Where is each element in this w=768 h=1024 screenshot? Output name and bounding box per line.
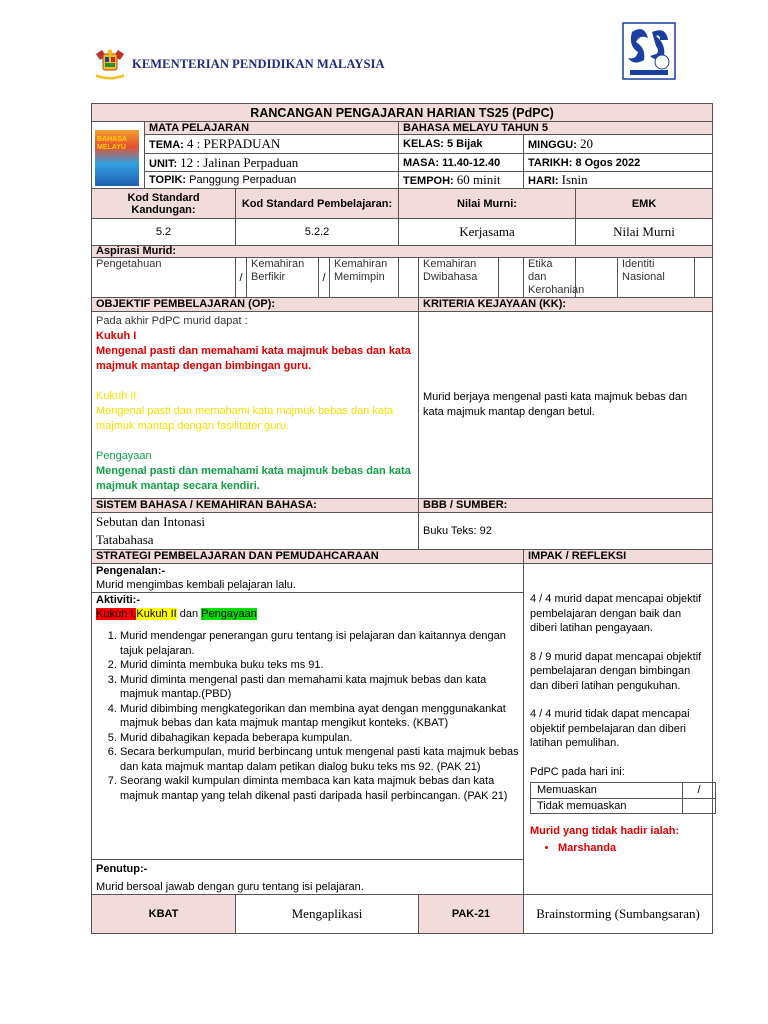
nilai-murni-value: Kerjasama [399, 219, 576, 246]
kod-pembelajaran-value: 5.2.2 [236, 219, 399, 246]
malaysia-crest-icon [92, 48, 128, 80]
reflection-2: 8 / 9 murid dapat mencapai objektif pembelajaran dengan bimbingan dan diberi latihan pengukuhan. [530, 650, 702, 692]
impak-content [524, 564, 713, 895]
tag-kukuh1: Kukuh I, [96, 608, 137, 620]
reflection-1: 4 / 4 murid dapat mencapai objektif pembelajaran dengan baik dan diberi latihan pengayaan. [530, 593, 702, 634]
activity-list [96, 629, 519, 803]
objektif-intro: Pada akhir PdPC murid dapat : [96, 315, 248, 327]
tempoh-value: 60 minit [456, 171, 501, 187]
pdpc-label: PdPC pada hari ini: [530, 765, 625, 778]
emk-label: EMK [576, 189, 713, 219]
topik-cell [145, 171, 399, 188]
tag-pengayaan: Pengayaan [201, 608, 257, 620]
objektif-label: OBJEKTIF PEMBELAJARAN (OP): [92, 298, 419, 312]
objektif-content [92, 312, 419, 499]
aktiviti-tags [96, 607, 519, 621]
kod-pembelajaran-label: Kod Standard Pembelajaran: [236, 189, 399, 219]
kelas: KELAS: 5 Bijak [399, 135, 524, 154]
unit-value: 12 : Jalinan Perpaduan [180, 154, 299, 170]
aspirasi-mark: / [319, 258, 330, 298]
unit-cell [145, 154, 399, 171]
list-item: • Marshanda [558, 841, 706, 856]
ministry-name: KEMENTERIAN PENDIDIKAN MALAYSIA [132, 57, 385, 71]
aspirasi-label: Aspirasi Murid: [92, 246, 713, 258]
absent-label: Murid yang tidak hadir ialah: [530, 825, 680, 837]
aspirasi-item: Kemahiran Memimpin [330, 258, 399, 298]
absent-list [530, 841, 706, 856]
kriteria-text: Murid berjaya mengenal pasti kata majmuk bebas dan kata majmuk mantap dengan betul. [419, 312, 713, 499]
pak-label: PAK-21 [419, 895, 524, 934]
aktiviti-label: Aktiviti:- [96, 594, 140, 606]
reflection-3: 4 / 4 murid tidak dapat mencapai objektif pembelajaran dan diberi latihan pemulihan. [530, 708, 690, 749]
aspirasi-item: Etika dan Kerohanian [524, 258, 576, 298]
tema-value: 4 : PERPADUAN [186, 136, 281, 152]
penutup-label: Penutup:- [96, 863, 148, 875]
unit-label: UNIT: [149, 157, 178, 170]
list-item: 5. Murid dibahagikan kepada beberapa kumpulan. [120, 731, 519, 746]
topik-label: TOPIK: [149, 173, 187, 186]
kod-kandungan-value: 5.2 [92, 219, 236, 246]
pengenalan-label: Pengenalan:- [96, 565, 166, 577]
tidak-memuaskan-label: Tidak memuaskan [531, 798, 683, 814]
minggu-value: 20 [579, 136, 593, 152]
list-item: 3. Murid diminta mengenal pasti dan memahami kata majmuk bebas dan kata majmuk mantap.(PBD) [120, 673, 519, 702]
aspirasi-item: Kemahiran Berfikir [247, 258, 319, 298]
strategi-content [92, 564, 524, 895]
list-item: 1. Murid mendengar penerangan guru tentang isi pelajaran dan kaitannya dengan tajuk pelajaran. [120, 629, 519, 658]
penutup-section [92, 860, 523, 894]
masa: MASA: 11.40-12.40 [399, 154, 524, 171]
sistem-bahasa-label: SISTEM BAHASA / KEMAHIRAN BAHASA: [92, 499, 419, 513]
tema-cell [145, 135, 399, 154]
memuaskan-label: Memuaskan [531, 783, 683, 799]
kod-kandungan-label: Kod Standard Kandungan: [92, 189, 236, 219]
aspirasi-item: Identiti Nasional [618, 258, 695, 298]
aspirasi-item: Kemahiran Dwibahasa [419, 258, 499, 298]
tag-kukuh2: Kukuh II [136, 608, 177, 620]
tempoh-label: TEMPOH: [403, 174, 454, 187]
aspirasi-mark [399, 258, 419, 298]
pak-value: Brainstorming (Sumbangsaran) [524, 895, 713, 934]
tag-dan: dan [176, 608, 202, 620]
textbook-cover-icon: BAHASA MELAYU [95, 130, 139, 186]
minggu-label: MINGGU: [528, 139, 577, 152]
nilai-murni-label: Nilai Murni: [399, 189, 576, 219]
kbat-value: Mengaplikasi [236, 895, 419, 934]
memuaskan-mark: / [683, 783, 716, 799]
pengenalan-section [92, 564, 523, 593]
kukuh2-title: Kukuh II [96, 390, 137, 402]
bbb-label: BBB / SUMBER: [419, 499, 713, 513]
tempoh-cell [399, 171, 524, 188]
sistem-line-2: Tatabahasa [96, 532, 154, 547]
kukuh1-title: Kukuh I [96, 330, 137, 342]
sistem-line-1: Sebutan dan Intonasi [96, 514, 206, 529]
kukuh2-text: Mengenal pasti dan memahami kata majmuk bebas dan kata majmuk mantap dengan fasilitater guru. [96, 405, 394, 432]
hari-label: HARI: [528, 174, 559, 187]
strategi-label: STRATEGI PEMBELAJARAN DAN PEMUDAHCARAAN [92, 550, 524, 564]
hari-cell [524, 171, 713, 188]
emk-value: Nilai Murni [576, 219, 713, 246]
pengayaan-text: Mengenal pasti dan memahami kata majmuk bebas dan kata majmuk mantap secara kendiri. [96, 465, 411, 492]
pdpc-table [530, 782, 716, 814]
list-item: 4. Murid dibimbing mengkategorikan dan membina ayat dengan menggunakankat majmuk bebas dan kata majmuk mantap mengikut konteks. (KBAT) [120, 702, 519, 731]
mata-pelajaran-value: BAHASA MELAYU TAHUN 5 [399, 122, 713, 135]
ts25-logo-icon [622, 22, 676, 80]
kbat-label: KBAT [92, 895, 236, 934]
tarikh: TARIKH: 8 Ogos 2022 [524, 154, 713, 171]
book-cover-cell [92, 122, 145, 189]
impak-label: IMPAK / REFLEKSI [524, 550, 713, 564]
pengenalan-text: Murid mengimbas kembali pelajaran lalu. [96, 579, 296, 591]
minggu-cell [524, 135, 713, 154]
tidak-memuaskan-mark [683, 798, 716, 814]
topik-value: Panggung Perpaduan [189, 173, 297, 186]
bbb-value: Buku Teks: 92 [419, 513, 713, 550]
penutup-text: Murid bersoal jawab dengan guru tentang isi pelajaran. [96, 881, 364, 893]
aspirasi-mark [695, 258, 713, 298]
pengayaan-title: Pengayaan [96, 450, 152, 462]
tema-label: TEMA: [149, 139, 184, 152]
list-item: 6. Secara berkumpulan, murid berbincang untuk mengenal pasti kata majmuk bebas dan kata majmuk mantap dalam petikan dialog buku teks ms 92. (PAK 21) [120, 745, 519, 774]
mata-pelajaran-label: MATA PELAJARAN [145, 122, 399, 135]
page-title: RANCANGAN PENGAJARAN HARIAN TS25 (PdPC) [92, 104, 713, 122]
aktiviti-section [92, 593, 523, 860]
aspirasi-item: Pengetahuan [92, 258, 236, 298]
aspirasi-mark [499, 258, 524, 298]
sistem-bahasa-content [92, 513, 419, 550]
kriteria-label: KRITERIA KEJAYAAN (KK): [419, 298, 713, 312]
rph-table [91, 103, 713, 934]
list-item: 2. Murid diminta membuka buku teks ms 91. [120, 658, 519, 673]
aspirasi-mark: / [236, 258, 247, 298]
kukuh1-text: Mengenal pasti dan memahami kata majmuk bebas dan kata majmuk mantap dengan bimbingan guru. [96, 345, 411, 372]
list-item: 7. Seorang wakil kumpulan diminta membaca kan kata majmuk bebas dan kata majmuk mantap yang telah dikenal pasti daripada hasil perbincangan. (PAK 21) [120, 774, 519, 803]
hari-value: Isnin [561, 171, 588, 187]
